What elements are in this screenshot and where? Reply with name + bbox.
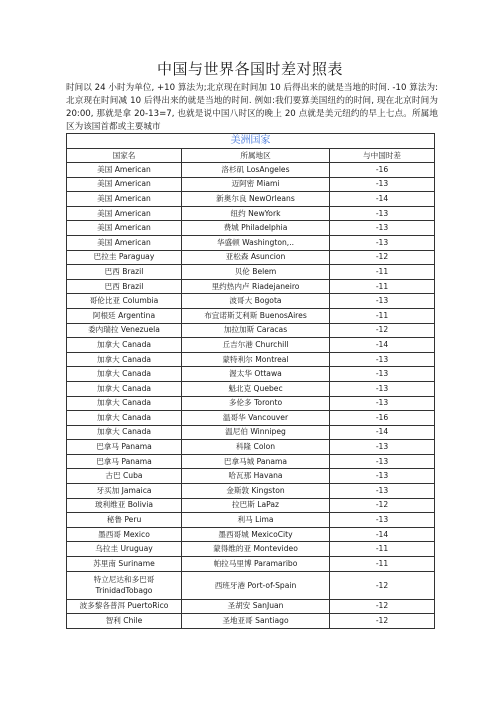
cell-country: 古巴 Cuba (67, 469, 182, 484)
cell-country: 秘鲁 Peru (67, 513, 182, 528)
cell-country: 美国 American (67, 235, 182, 250)
cell-region: 拉巴斯 LaPaz (182, 498, 330, 513)
cell-region: 圣胡安 SanJuan (182, 599, 330, 614)
table-row (67, 498, 435, 513)
table-row (67, 454, 435, 469)
cell-time-difference: -13 (330, 352, 435, 367)
table-row (67, 513, 435, 528)
table-row (67, 250, 435, 265)
table-row (67, 279, 435, 294)
cell-time-difference: -12 (330, 323, 435, 338)
cell-country: 加拿大 Canada (67, 338, 182, 353)
cell-time-difference: -11 (330, 279, 435, 294)
cell-time-difference: -11 (330, 542, 435, 557)
table-row (67, 614, 435, 629)
header-row (67, 149, 435, 163)
table-row (67, 192, 435, 207)
cell-time-difference: -12 (330, 599, 435, 614)
table-row (67, 163, 435, 178)
cell-time-difference: -13 (330, 177, 435, 192)
intro-paragraph: 时间以 24 小时为单位, +10 算法为;北京现在时间加 10 后得出来的就是当地的时间. -10 算法为:北京现在时间减 10 后得出来的就是当地的时间. 例如:我们要算美国纽约的时间, 现在北京时间为 20:00, 那就是拿 20-13=7, 也就是说中国八时区的晚上 20 点就是美元纽约的早上七点。所属地区为该国首都或主要城市 (66, 83, 438, 132)
cell-time-difference: -13 (330, 235, 435, 250)
table-row (67, 235, 435, 250)
cell-region: 多伦多 Toronto (182, 396, 330, 411)
table-row (67, 557, 435, 572)
cell-country: 巴拿马 Panama (67, 454, 182, 469)
cell-time-difference: -13 (330, 484, 435, 499)
cell-country: 美国 American (67, 163, 182, 178)
cell-time-difference: -14 (330, 192, 435, 207)
cell-country: 加拿大 Canada (67, 352, 182, 367)
header-country: 国家名 (67, 149, 182, 163)
table-row (67, 571, 435, 599)
cell-country: 加拿大 Canada (67, 396, 182, 411)
table-row (67, 396, 435, 411)
cell-time-difference: -13 (330, 381, 435, 396)
cell-region: 洛杉矶 LosAngeles (182, 163, 330, 178)
cell-country: 特立尼达和多巴哥 TrinidadTobago (67, 571, 182, 599)
section-title: 美洲国家 (67, 134, 435, 149)
table-row (67, 542, 435, 557)
cell-country: 巴西 Brazil (67, 279, 182, 294)
table-row (67, 411, 435, 426)
cell-country: 乌拉圭 Uruguay (67, 542, 182, 557)
cell-region: 蒙得维的亚 Montevideo (182, 542, 330, 557)
cell-region: 贝伦 Belem (182, 265, 330, 280)
cell-time-difference: -16 (330, 163, 435, 178)
cell-time-difference: -11 (330, 308, 435, 323)
cell-region: 哈瓦那 Havana (182, 469, 330, 484)
table-row (67, 440, 435, 455)
table-row (67, 367, 435, 382)
cell-country: 加拿大 Canada (67, 367, 182, 382)
cell-country: 阿根廷 Argentina (67, 308, 182, 323)
table-row (67, 381, 435, 396)
table-row (67, 352, 435, 367)
cell-region: 亚松森 Asuncion (182, 250, 330, 265)
table-row (67, 599, 435, 614)
cell-country: 加拿大 Canada (67, 425, 182, 440)
cell-country: 委内瑞拉 Venezuela (67, 323, 182, 338)
cell-region: 蒙特利尔 Montreal (182, 352, 330, 367)
cell-country: 智利 Chile (67, 614, 182, 629)
cell-region: 温哥华 Vancouver (182, 411, 330, 426)
cell-region: 巴拿马城 Panama (182, 454, 330, 469)
cell-region: 费城 Philadelphia (182, 221, 330, 236)
cell-country: 波多黎各普洱 PuertoRico (67, 599, 182, 614)
table-row (67, 265, 435, 280)
cell-region: 魁北克 Quebec (182, 381, 330, 396)
cell-time-difference: -14 (330, 425, 435, 440)
cell-country: 墨西哥 Mexico (67, 527, 182, 542)
cell-region: 渥太华 Ottawa (182, 367, 330, 382)
cell-country: 加拿大 Canada (67, 411, 182, 426)
cell-country: 哥伦比亚 Columbia (67, 294, 182, 309)
cell-country: 巴西 Brazil (67, 265, 182, 280)
table-row (67, 338, 435, 353)
header-time-difference: 与中国时差 (330, 149, 435, 163)
table-row (67, 221, 435, 236)
cell-time-difference: -13 (330, 454, 435, 469)
cell-country: 苏里南 Suriname (67, 557, 182, 572)
cell-country: 美国 American (67, 177, 182, 192)
cell-country: 加拿大 Canada (67, 381, 182, 396)
table-row (67, 308, 435, 323)
cell-time-difference: -12 (330, 498, 435, 513)
cell-time-difference: -14 (330, 527, 435, 542)
cell-time-difference: -13 (330, 294, 435, 309)
table-row (67, 527, 435, 542)
cell-region: 利马 Lima (182, 513, 330, 528)
cell-region: 布宜诺斯艾利斯 BuenosAires (182, 308, 330, 323)
cell-region: 圣地亚哥 Santiago (182, 614, 330, 629)
cell-country: 美国 American (67, 192, 182, 207)
cell-region: 帕拉马里博 Paramaribo (182, 557, 330, 572)
cell-time-difference: -11 (330, 557, 435, 572)
cell-time-difference: -12 (330, 250, 435, 265)
table-row (67, 469, 435, 484)
cell-region: 里约热内卢 Riadejaneiro (182, 279, 330, 294)
cell-region: 金斯敦 Kingston (182, 484, 330, 499)
cell-region: 波哥大 Bogota (182, 294, 330, 309)
cell-time-difference: -12 (330, 571, 435, 599)
section-row (67, 134, 435, 149)
cell-country: 巴拉圭 Paraguay (67, 250, 182, 265)
cell-region: 科隆 Colon (182, 440, 330, 455)
cell-region: 纽约 NewYork (182, 206, 330, 221)
table-row (67, 177, 435, 192)
cell-region: 加拉加斯 Caracas (182, 323, 330, 338)
cell-time-difference: -14 (330, 338, 435, 353)
table-row (67, 294, 435, 309)
cell-time-difference: -13 (330, 513, 435, 528)
cell-time-difference: -13 (330, 367, 435, 382)
cell-time-difference: -13 (330, 469, 435, 484)
header-region: 所属地区 (182, 149, 330, 163)
cell-region: 华盛顿 Washington,.. (182, 235, 330, 250)
table-row (67, 484, 435, 499)
table-row (67, 206, 435, 221)
cell-time-difference: -13 (330, 206, 435, 221)
cell-region: 新奥尔良 NewOrleans (182, 192, 330, 207)
cell-region: 丘吉尔港 Churchill (182, 338, 330, 353)
cell-time-difference: -11 (330, 265, 435, 280)
document-title: 中国与世界各国时差对照表 (156, 60, 343, 78)
cell-country: 美国 American (67, 206, 182, 221)
table-row (67, 323, 435, 338)
cell-region: 温尼伯 Winnipeg (182, 425, 330, 440)
cell-region: 墨西哥城 MexicoCity (182, 527, 330, 542)
timezone-table (66, 133, 435, 629)
cell-time-difference: -12 (330, 614, 435, 629)
cell-time-difference: -13 (330, 396, 435, 411)
cell-country: 巴拿马 Panama (67, 440, 182, 455)
cell-time-difference: -16 (330, 411, 435, 426)
cell-time-difference: -13 (330, 440, 435, 455)
cell-country: 美国 American (67, 221, 182, 236)
cell-country: 牙买加 Jamaica (67, 484, 182, 499)
cell-region: 迈阿密 Miami (182, 177, 330, 192)
cell-time-difference: -13 (330, 221, 435, 236)
cell-country: 玻利维亚 Bolivia (67, 498, 182, 513)
table-row (67, 425, 435, 440)
cell-region: 西班牙港 Port-of-Spain (182, 571, 330, 599)
